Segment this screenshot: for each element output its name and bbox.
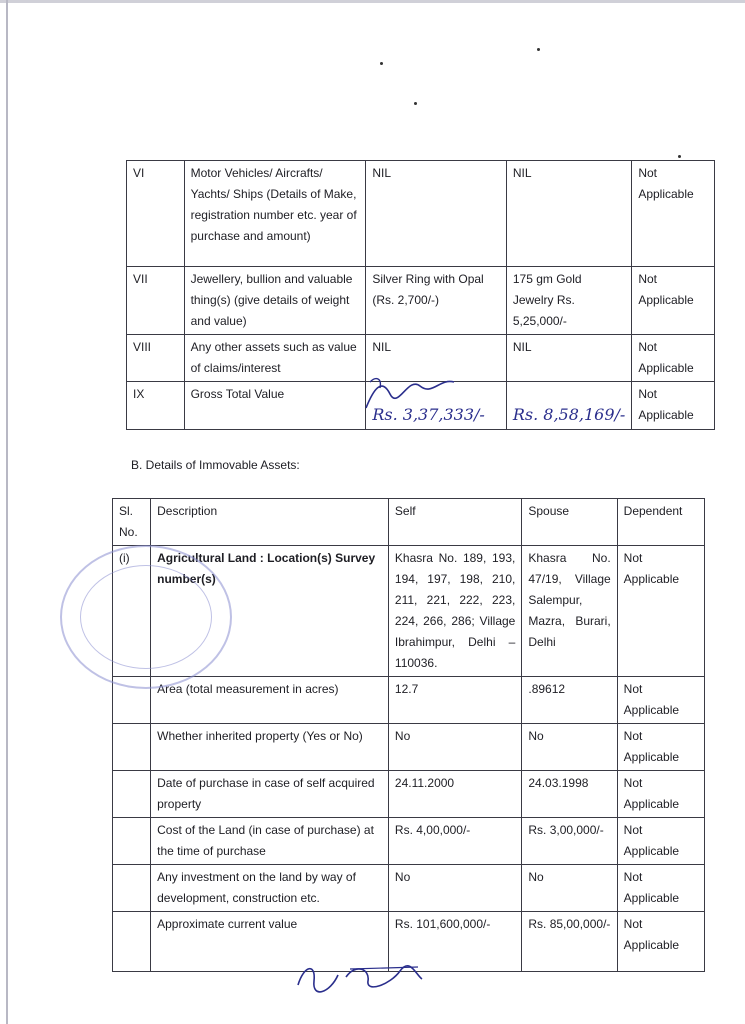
table-row [113, 677, 705, 724]
scan-speck [414, 102, 417, 105]
row-description: Area (total measurement in acres) [151, 677, 389, 724]
row-description: Agricultural Land : Location(s) Survey number(s) [151, 546, 389, 677]
oath-commissioner-seal [60, 545, 232, 689]
row-number: VII [127, 267, 185, 335]
row-description: Cost of the Land (in case of purchase) at the time of purchase [151, 818, 389, 865]
dependent-value: Not Applicable [617, 546, 704, 677]
table-row [113, 771, 705, 818]
table-row [127, 161, 715, 267]
row-description: Whether inherited property (Yes or No) [151, 724, 389, 771]
row-number [113, 865, 151, 912]
self-value: NIL [366, 161, 507, 267]
section-b-heading: B. Details of Immovable Assets: [131, 458, 300, 472]
row-number [113, 912, 151, 972]
row-description: Jewellery, bullion and valuable thing(s) (give details of weight and value) [184, 267, 366, 335]
dependent-value: Not Applicable [617, 865, 704, 912]
self-value: No [388, 724, 521, 771]
header-self: Self [388, 499, 521, 546]
header-description: Description [151, 499, 389, 546]
row-number [113, 771, 151, 818]
row-description: Any other assets such as value of claims/interest [184, 335, 366, 382]
spouse-value: Khasra No. 47/19, Village Salempur, Mazra, Burari, Delhi [522, 546, 617, 677]
dependent-value: Not Applicable [632, 335, 715, 382]
self-value: NIL [366, 335, 507, 382]
table-row [113, 818, 705, 865]
row-number: VI [127, 161, 185, 267]
row-description: Approximate current value [151, 912, 389, 972]
self-value: Rs. 101,600,000/- [388, 912, 521, 972]
spouse-value: No [522, 865, 617, 912]
dependent-value: Not Applicable [617, 912, 704, 972]
spouse-value: NIL [506, 161, 631, 267]
spouse-value: NIL [506, 335, 631, 382]
self-value-handwritten: Rs. 3,37,333/- [366, 382, 507, 430]
spouse-value: 24.03.1998 [522, 771, 617, 818]
self-value: 24.11.2000 [388, 771, 521, 818]
dependent-value: Not Applicable [617, 724, 704, 771]
self-value: No [388, 865, 521, 912]
spouse-value: 175 gm Gold Jewelry Rs. 5,25,000/- [506, 267, 631, 335]
spouse-value-handwritten: Rs. 8,58,169/- [506, 382, 631, 430]
row-description: Date of purchase in case of self acquired property [151, 771, 389, 818]
self-value: Khasra No. 189, 193, 194, 197, 198, 210, 211, 221, 222, 223, 224, 266, 286; Village Ibrahimpur, Delhi – 110036. [388, 546, 521, 677]
header-sl-no: Sl. No. [113, 499, 151, 546]
page-top-edge [0, 0, 745, 3]
row-description: Motor Vehicles/ Aircrafts/ Yachts/ Ships (Details of Make, registration number etc. year of purchase and amount) [184, 161, 366, 267]
dependent-value: Not Applicable [632, 161, 715, 267]
scan-speck [537, 48, 540, 51]
table-row [113, 865, 705, 912]
table-header-row [113, 499, 705, 546]
header-spouse: Spouse [522, 499, 617, 546]
page-left-edge [6, 0, 8, 1024]
seal-inner-ring [80, 565, 212, 669]
row-number: (i) [113, 546, 151, 677]
scan-speck [380, 62, 383, 65]
row-description: Gross Total Value [184, 382, 366, 430]
signature-bottom [290, 955, 430, 1001]
dependent-value: Not Applicable [617, 818, 704, 865]
signature-scribble-top [360, 368, 460, 416]
self-value: Rs. 4,00,000/- [388, 818, 521, 865]
row-number: IX [127, 382, 185, 430]
self-value: 12.7 [388, 677, 521, 724]
spouse-value: .89612 [522, 677, 617, 724]
table-row [127, 267, 715, 335]
row-number: VIII [127, 335, 185, 382]
dependent-value: Not Applicable [617, 771, 704, 818]
row-description: Any investment on the land by way of development, construction etc. [151, 865, 389, 912]
spouse-value: Rs. 3,00,000/- [522, 818, 617, 865]
scan-speck [678, 155, 681, 158]
dependent-value: Not Applicable [632, 382, 715, 430]
table-row [113, 724, 705, 771]
row-number [113, 818, 151, 865]
self-value: Silver Ring with Opal (Rs. 2,700/-) [366, 267, 507, 335]
dependent-value: Not Applicable [632, 267, 715, 335]
dependent-value: Not Applicable [617, 677, 704, 724]
header-dependent: Dependent [617, 499, 704, 546]
spouse-value: No [522, 724, 617, 771]
row-number [113, 724, 151, 771]
spouse-value: Rs. 85,00,000/- [522, 912, 617, 972]
